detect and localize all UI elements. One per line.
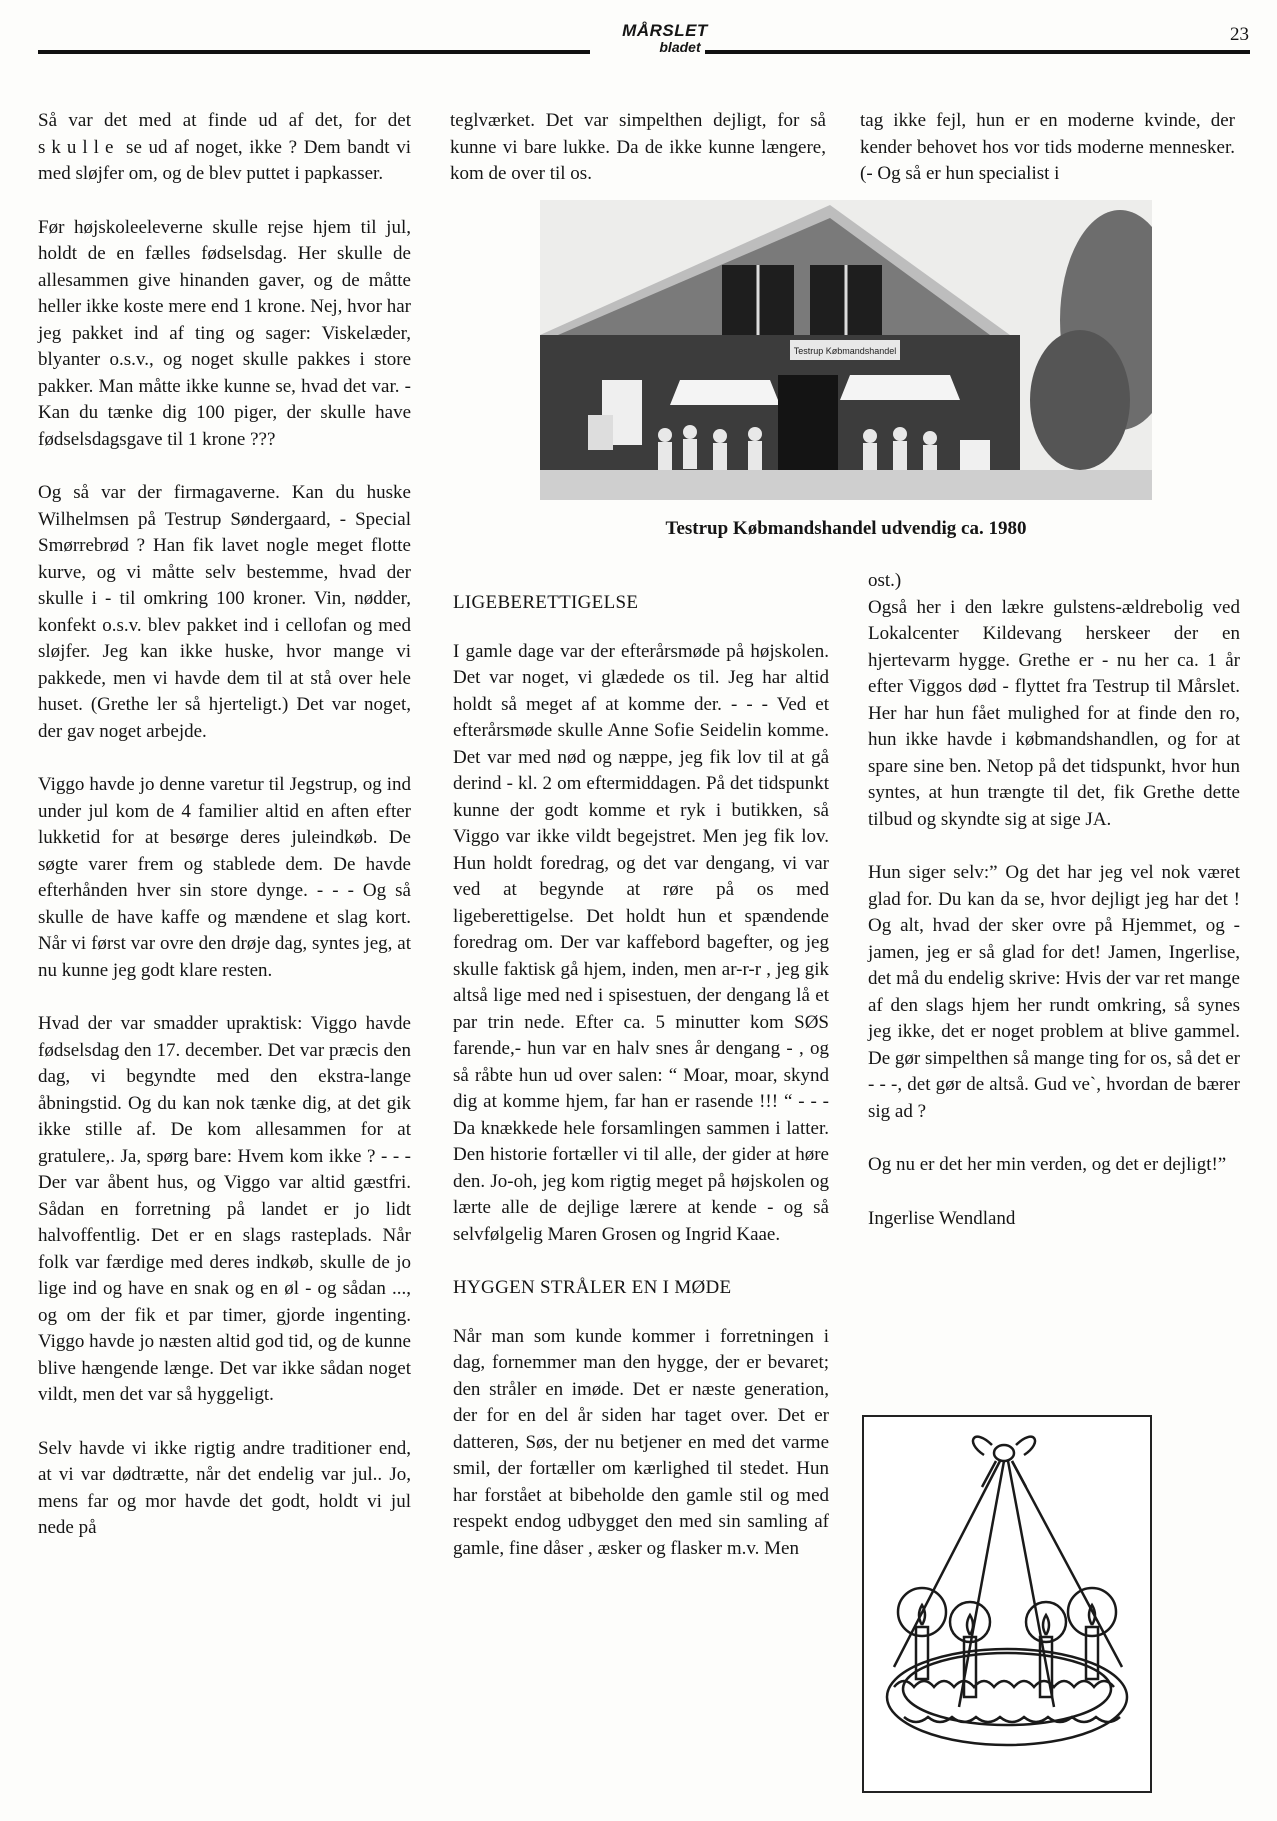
header-rule-left [38, 50, 590, 54]
paragraph-intro-end: se ud af noget, ikke ? Dem bandt vi med sløjfer om, og de blev puttet i papkasser. [38, 136, 411, 184]
paragraph-closing: Og nu er det her min verden, og det er dejligt!” [868, 1154, 1227, 1175]
paragraph-kildevang: Også her i den lækre gulstens-ældrebolig ved Lokalcenter Kildevang herskeer der en hjertevarm hygge. Grethe er - nu her ca. 1 år efter Viggos død - flyttet fra Testrup til Mårslet. Her har hun fået mulighed for at finde den ro, hun ikke havde i købmandshandlen, og for at spare sine ben. Netop på det tidspunkt, hvor hun syntes, at hun trængte til det, fik Grethe dette tilbud og skyndte sig at sige JA. [868, 596, 1240, 830]
column-1 [38, 108, 411, 1542]
paragraph-intro-start: Så var det med at finde ud af det, for det [38, 110, 411, 131]
masthead-logo [595, 22, 735, 64]
paragraph-birthday: Før højskoleeleverne skulle rejse hjem til jul, holdt de en fælles fødselsdag. Her skulle de allesammen give hinanden gaver, og de måtte heller ikke koste mere end 1 krone. Nej, hvor har jeg pakket ind af ting og sager: Viskelæder, blyanter o.s.v., og noget skulle pakkes i store pakker. Man måtte ikke kunne se, hvad det var. - Kan du tænke dig 100 piger, der skulle have fødselsdagsgave til 1 krone ??? [38, 216, 412, 450]
paragraph-december: Hvad der var smadder upraktisk: Viggo havde fødselsdag den 17. december. Det var præcis den dag, vi begyndte med den ekstra-lange åbningstid. Og du kan nok tænke dig, at det gik ikke stille af. De kom allesammen for at gratulere,. Ja, spørg bare: Hvem kom ikke ? - - - Der var åbent hus, og Viggo var altid gæstfri. Sådan en forretning på landet er jo lidt halvoffentlig. Det er en slags rasteplads. Når folk var færdige med deres indkøb, skulle de jo lige ind og have en snak og en øl - og sådan ..., og om der fik et par timer, gjorde ingenting. Viggo havde jo næsten altid god tid, og de kunne blive hængende længe. Det var ikke sådan noget vildt, men det var så hyggeligt. [38, 1013, 411, 1405]
advent-wreath-illustration [864, 1417, 1150, 1791]
advent-wreath-drawing [862, 1415, 1152, 1793]
paragraph-teglvaerket: teglværket. Det var simpelthen dejligt, for så kunne vi bare lukke. Da de ikke kunne længere, kom de over til os. [450, 110, 826, 184]
paragraph-traditions: Selv havde vi ikke rigtig andre traditioner end, at vi var dødtrætte, når det endelig var jul.. Jo, mens far og mor havde det godt, holdt vi jul nede på [38, 1437, 411, 1538]
photo-caption: Testrup Købmandshandel udvendig ca. 1980 [665, 518, 1027, 539]
logo-title: MÅRSLET [622, 21, 708, 40]
paragraph-modern-woman: tag ikke fejl, hun er en moderne kvinde, der kender behovet hos vor tids moderne mennesker. (- Og så er hun specialist i [860, 110, 1235, 184]
logo-subtitle: bladet [659, 39, 701, 55]
paragraph-quote: Hun siger selv:” Og det har jeg vel nok været glad for. Du kan da se, hvor dejligt jeg har det ! Og alt, hvad der sker ovre på Hjemmet, og - jamen, jeg er så glad for det! Jamen, Ingerlise, det må du endelig skrive: Hvis der var ret mange af den slags hjem her rundt omkring, så synes jeg ikke, det er noget problem at blive gammel. De gør simpelthen så mange ting for os, så det er - - -, det gør de altså. Gud ve`, hvordan de bærer sig ad ? [868, 862, 1240, 1122]
column-3-top [860, 108, 1235, 188]
column-3 [868, 568, 1240, 1232]
heading-ligeberettigelse: LIGEBERETTIGELSE [453, 592, 639, 613]
column-2 [453, 590, 829, 1562]
shop-sign: Testrup Købmandshandel [793, 346, 897, 356]
page-number: 23 [1230, 24, 1249, 45]
paragraph-gifts: Og så var der firmagaverne. Kan du huske Wilhelmsen på Testrup Søndergaard, - Special Smørrebrød ? Han fik lavet nogle meget flotte kurve, og vi måtte selv bestemme, hvad der skulle i - til omkring 100 kroner. Vin, nødder, konfekt o.s.v. blev pakket ind i cellofan og med sløjfer. Jeg kan ikke huske, hvor mange vi pakkede, men vi havde dem til at stå over hele huset. (Grethe ler så hjerteligt.) Det var noget, der gav noget arbejde. [38, 482, 411, 742]
shop-photo-illustration [540, 200, 1152, 500]
paragraph-hyggen: Når man som kunde kommer i forretningen i dag, fornemmer man den hygge, der er bevaret; den stråler en imøde. Det er næste generation, der for en del år siden har taget over. Det er datteren, Søs, der nu betjener en med det varme smil, der fortæller om kærlighed til stedet. Hun har forstået at bibeholde den gamle stil og med respekt endog udbygget den med sin samling af gamle, fine dåser , æsker og flasker m.v. Men [453, 1325, 829, 1559]
header-rule-right [705, 50, 1250, 54]
paragraph-jegstrup: Viggo havde jo denne varetur til Jegstrup, og ind under jul kom de 4 familier altid en aften efter lukketid for at besørge deres juleindkøb. De søgte varer frem og stablede dem. De havde efterhånden hver sin store dynge. - - - Og så skulle de have kaffe og mændene et slag kort. Når vi først var ovre den drøje dag, syntes jeg, at nu kunne jeg godt klare resten. [38, 774, 411, 981]
paragraph-intro [38, 108, 411, 188]
author-name: Ingerlise Wendland [868, 1207, 1016, 1229]
paragraph-ost: ost.) [868, 570, 902, 591]
spaced-word: skulle [38, 136, 120, 158]
paragraph-efteraarsmoede: I gamle dage var der efterårsmøde på højskolen. Det var noget, vi glædede os til. Jeg har altid holdt så meget af at komme der. - - - Ved et efterårsmøde skulle Anne Sofie Seidelin komme. Det var med nød og næppe, jeg fik lov til at gå derind - kl. 2 om eftermiddagen. På det tidspunkt kunne der godt komme et ryk i butikken, så Viggo var ikke vildt begejstret. Men jeg fik lov. Hun holdt foredrag, og det var dengang, vi var ved at begynde at røre på os med ligeberettigelse. Det holdt hun et spændende foredrag om. Der var kaffebord bagefter, og jeg skulle faktisk gå hjem, inden, men ar-r-r , jeg gik altså lige med ned i spisestuen, der dengang lå et par trin nede. Efter ca. 5 minutter kom SØS farende,- hun var en halv snes år dengang - , og så råbte hun ud over salen: “ Moar, moar, skynd dig at komme hjem, far han er rasende !!! “ - - - Da knækkede hele forsamlingen sammen i latter. Den historie fortæller vi til alle, der gider at høre den. Jo-oh, jeg kom rigtig meget på højskolen og lærte alle de dejlige lærere at kende - og så selvfølgelig Maren Grosen og Ingrid Kaae. [453, 640, 829, 1245]
heading-hyggen: HYGGEN STRÅLER EN I MØDE [453, 1277, 732, 1298]
shop-photo [540, 200, 1152, 500]
column-2-top [450, 108, 826, 188]
